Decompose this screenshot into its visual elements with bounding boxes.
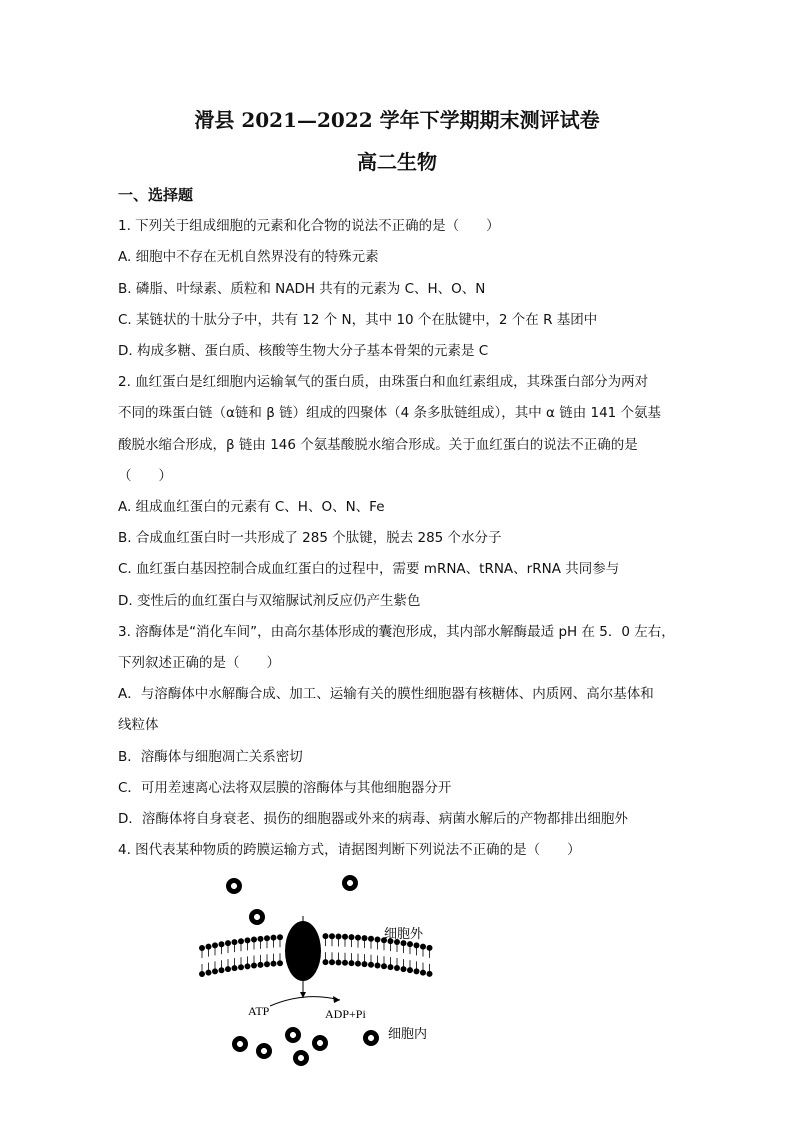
- q1-option-a: A. 细胞中不存在无机自然界没有的特殊元素: [118, 249, 379, 265]
- molecule-icon: [342, 875, 358, 891]
- exam-title: 滑县 2021—2022 学年下学期期末测评试卷: [194, 108, 600, 132]
- molecule-icon: [256, 1043, 272, 1059]
- label-outside: 细胞外: [384, 927, 424, 942]
- molecule-icon: [363, 1030, 379, 1046]
- q2-option-c: C. 血红蛋白基因控制合成血红蛋白的过程中，需要 mRNA、tRNA、rRNA 共同参与: [118, 561, 620, 577]
- section-heading: 一、选择题: [118, 186, 194, 204]
- atp-label: ATP: [248, 1004, 270, 1018]
- question-2-stem-cont: 酸脱水缩合形成，β 链由 146 个氨基酸脱水缩合形成。关于血红蛋白的说法不正确的是: [118, 437, 638, 453]
- adp-label: ADP+Pi: [325, 1007, 366, 1021]
- question-1-stem: 1. 下列关于组成细胞的元素和化合物的说法不正确的是（ ）: [118, 218, 500, 234]
- q3-option-b: B．溶酶体与细胞凋亡关系密切: [118, 749, 303, 765]
- q2-option-a: A. 组成血红蛋白的元素有 C、H、O、N、Fe: [118, 499, 385, 515]
- q2-option-d: D. 变性后的血红蛋白与双缩脲试剂反应仍产生紫色: [118, 593, 421, 609]
- question-3-stem-cont: 下列叙述正确的是（ ）: [118, 655, 280, 671]
- exam-subject: 高二生物: [357, 150, 437, 174]
- question-2-blank: （ ）: [118, 468, 172, 484]
- atp-arrow: [270, 997, 340, 1006]
- molecule-icon: [232, 1036, 248, 1052]
- molecules-inside: [232, 1027, 379, 1066]
- q1-option-d: D. 构成多糖、蛋白质、核酸等生物大分子基本骨架的元素是 C: [118, 343, 489, 359]
- q1-option-c: C. 某链状的十肽分子中，共有 12 个 N，其中 10 个在肽键中，2 个在 R 基团中: [118, 312, 598, 328]
- molecule-icon: [285, 1027, 301, 1043]
- q3-option-a-cont: 线粒体: [118, 717, 159, 733]
- molecule-icon: [226, 878, 242, 894]
- q1-option-b: B. 磷脂、叶绿素、质粒和 NADH 共有的元素为 C、H、O、N: [118, 281, 486, 297]
- question-4-stem: 4. 图代表某种物质的跨膜运输方式，请据图判断下列说法不正确的是（ ）: [118, 842, 581, 858]
- q2-option-b: B. 合成血红蛋白时一共形成了 285 个肽键，脱去 285 个水分子: [118, 530, 502, 546]
- carrier-protein: [285, 921, 321, 981]
- molecule-icon: [293, 1050, 309, 1066]
- question-2-stem: 2. 血红蛋白是红细胞内运输氧气的蛋白质，由珠蛋白和血红素组成，其珠蛋白部分为两对: [118, 374, 649, 390]
- question-2-stem-cont: 不同的珠蛋白链（α链和 β 链）组成的四聚体（4 条多肽链组成），其中 α 链由 141 个氨基: [118, 405, 662, 421]
- q3-option-d: D．溶酶体将自身衰老、损伤的细胞器或外来的病毒、病菌水解后的产物都排出细胞外: [118, 811, 628, 827]
- membrane-transport-figure: [190, 866, 450, 1066]
- molecule-icon: [312, 1035, 328, 1051]
- label-inside: 细胞内: [388, 1027, 428, 1042]
- q3-option-a: A．与溶酶体中水解酶合成、加工、运输有关的膜性细胞器有核糖体、内质网、高尔基体和: [118, 686, 654, 702]
- question-3-stem: 3. 溶酶体是“消化车间”，由高尔基体形成的囊泡形成，其内部水解酶最适 pH 在 5．0 左右，: [118, 624, 675, 640]
- q3-option-c: C．可用差速离心法将双层膜的溶酶体与其他细胞器分开: [118, 780, 452, 796]
- molecules-outside: [226, 875, 358, 925]
- molecule-icon: [249, 909, 265, 925]
